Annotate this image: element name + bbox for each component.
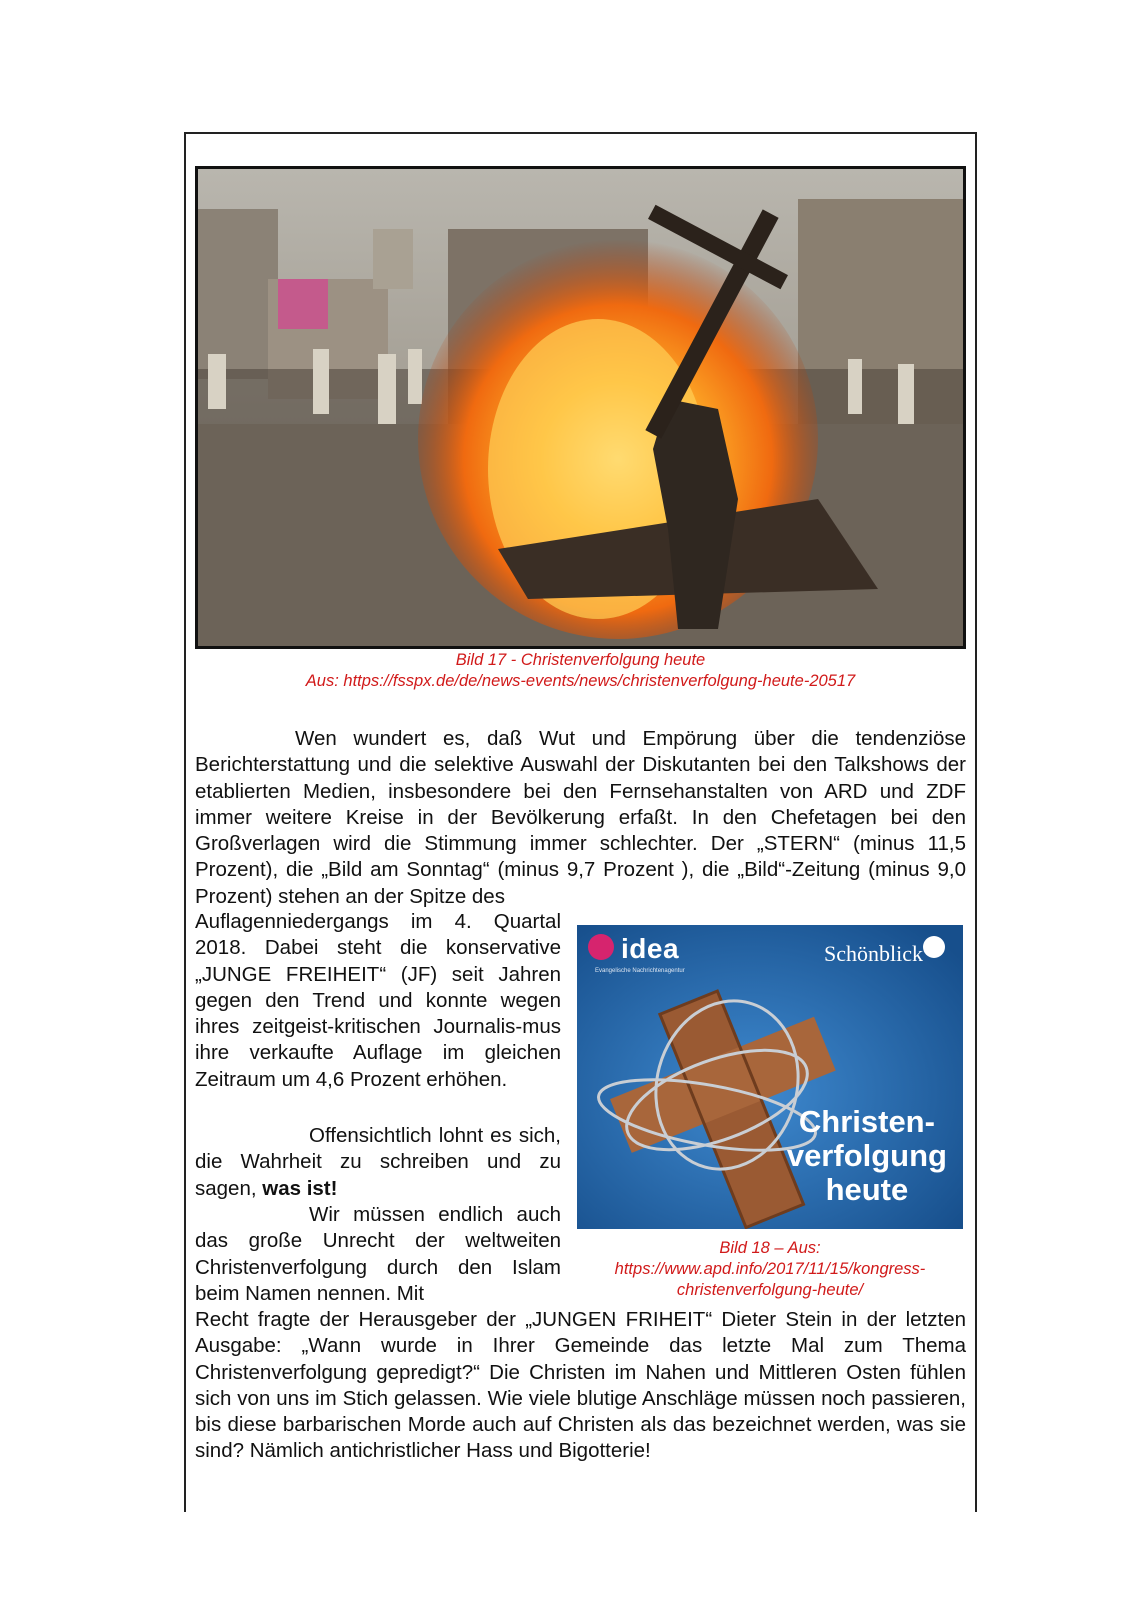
figure-18-caption (577, 1238, 963, 1301)
figure-18-label: Bild 18 – Aus: (719, 1239, 821, 1257)
idea-logo-subtitle: Evangelische Nachrichtenagentur (595, 968, 685, 974)
figure-17-label: Bild 17 - Christenverfolgung heute (455, 651, 706, 669)
figure-18-source-line-1: https://www.apd.info/2017/11/15/kongress- (614, 1260, 926, 1278)
paragraph-3-rest: Recht fragte der Herausgeber der „JUNGEN FRIHEIT“ Dieter Stein in der letzten Ausgabe: „Wann wurde in Ihrer Gemeinde das letzte Mal zum Thema Christenverfolgung gepredigt?“ Die Christen im Nahen und Mittleren Osten fühlen sich von uns im Stich gelassen. Wie viele blutige Anschläge müssen noch passieren, bis diese barbarischen Morde auch auf Christen als das bezeichnet werden, was sie sind? Nämlich antichristlicher Hass und Bigotterie! (195, 1308, 966, 1463)
photo-burning-cross (195, 166, 966, 649)
paragraph-2-bold: was ist! (262, 1176, 338, 1200)
idea-logo-text: idea (621, 933, 680, 964)
paragraph-3-start: Wir müssen endlich auch das große Unrecht der weltweiten Christenverfolgung durch den Islam beim Namen nennen. Mit (195, 1203, 561, 1305)
poster-christenverfolgung (577, 925, 963, 1229)
paragraph-1-continued: Auflagenniedergangs im 4. Quartal 2018. Dabei steht die konservative „JUNGE FREIHEIT“ (JF) seit Jahren gegen den Trend und konnte wegen ihres zeitgeist-kritischen Journalis-mus ihre verkaufte Auflage im gleichen Zeitraum um 4,6 Prozent erhöhen. (195, 910, 561, 1091)
paragraph-1: Wen wundert es, daß Wut und Empörung über die tendenziöse Berichterstattung und die selektive Auswahl der Diskutanten bei den Talkshows der etablierten Medien, insbesondere bei den Fernsehanstalten von ARD und ZDF immer weitere Kreise in der Bevölkerung erfaßt. In den Chefetagen bei den Großverlagen wird die Stimmung immer schlechter. Der „STERN“ (minus 11,5 Prozent), die „Bild am Sonntag“ (minus 9,7 Prozent ), die „Bild“-Zeitung (minus 9,0 Prozent) stehen an der Spitze des (195, 727, 966, 908)
figure-17-source: Aus: https://fsspx.de/de/news-events/news/christenverfolgung-heute-20517 (305, 672, 856, 690)
poster-title-line-1: Christen- (798, 1104, 935, 1139)
poster-title-line-2: verfolgung (786, 1138, 947, 1173)
figure-18-source-line-2: christenverfolgung-heute/ (676, 1281, 864, 1299)
paragraph-2-text: Offensichtlich lohnt es sich, die Wahrheit zu schreiben und zu sagen, (195, 1124, 561, 1200)
paragraph-2 (195, 1123, 561, 1202)
poster-title (787, 1105, 947, 1207)
figure-17-caption (195, 650, 966, 692)
schoenblick-logo: Schönblick (824, 941, 923, 966)
idea-logo (591, 933, 679, 965)
poster-title-line-3: heute (825, 1172, 909, 1207)
